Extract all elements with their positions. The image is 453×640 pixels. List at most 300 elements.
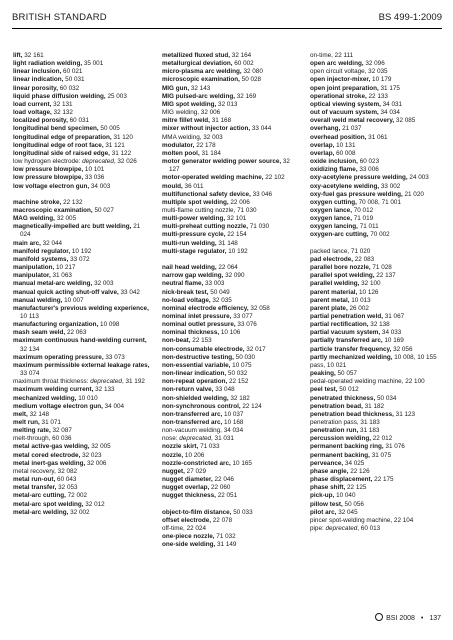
index-term: open circuit voltage,	[310, 68, 367, 76]
index-reference: 10 165	[230, 459, 252, 467]
index-entry	[162, 109, 300, 117]
index-term: maximum throat thickness:	[13, 378, 91, 386]
index-entry	[310, 85, 446, 93]
index-term: penetration bead thickness,	[310, 410, 394, 418]
index-term: metal-arc welding,	[13, 508, 69, 516]
index-entry	[162, 60, 300, 68]
index-reference: 50 056	[342, 500, 364, 508]
index-reference: 72 002	[65, 492, 88, 500]
index-entry	[13, 215, 151, 223]
index-entry	[162, 395, 300, 403]
index-entry	[310, 166, 446, 174]
index-term: non-return valve,	[162, 386, 214, 394]
index-term: non-transferred arc,	[162, 419, 223, 427]
index-reference: 71 019	[351, 215, 374, 223]
index-reference: 22 083	[353, 255, 375, 263]
index-reference: 50 049	[208, 288, 230, 296]
index-term: object-to-film distance,	[162, 508, 232, 516]
index-entry	[310, 468, 446, 476]
index-entry	[162, 354, 300, 362]
index-term: parent plate,	[310, 304, 348, 312]
index-reference: 31 182	[362, 402, 385, 410]
index-entry	[13, 337, 151, 353]
index-entry	[162, 134, 300, 142]
index-term: micro-plasma arc welding,	[162, 68, 242, 76]
index-entry	[13, 207, 151, 215]
index-reference: 33 036	[83, 174, 105, 182]
index-term: melting rate,	[13, 427, 51, 435]
index-reference: 33 073	[103, 353, 125, 361]
index-entry	[310, 411, 446, 419]
index-reference: 22 152	[227, 378, 249, 386]
index-reference: 22 051	[215, 492, 238, 500]
index-reference: 10 040	[334, 492, 356, 500]
index-entry	[162, 297, 300, 305]
index-entry	[162, 313, 300, 321]
index-term: localized porosity,	[13, 117, 68, 125]
index-reference: 70 002	[368, 231, 390, 239]
index-reference: 31 175	[378, 84, 400, 92]
index-entry	[310, 346, 446, 354]
index-reference: 60 002	[232, 60, 254, 68]
index-term: optical viewing system,	[310, 100, 381, 108]
index-entry	[162, 460, 300, 468]
index-reference: 10 007	[62, 296, 84, 304]
index-entry	[310, 362, 446, 370]
index-entry	[310, 109, 446, 117]
index-reference: 33 048	[213, 386, 235, 394]
index-reference: 22 178	[194, 141, 216, 149]
index-note: deprecated	[90, 378, 122, 386]
index-term: linear inclusion,	[13, 68, 62, 76]
standard-number: BS 499-1:2009	[378, 12, 442, 23]
index-entry	[13, 150, 151, 158]
index-reference: 36 011	[182, 182, 204, 190]
index-term: overlap,	[310, 149, 335, 157]
index-reference: 10 098	[98, 321, 120, 329]
index-term: phase displacement,	[310, 476, 373, 484]
index-reference: 26 002	[347, 304, 369, 312]
index-entry	[310, 264, 446, 272]
index-term: no-load voltage,	[162, 296, 211, 304]
index-entry	[310, 248, 446, 256]
index-term: nominal outlet pressure,	[162, 321, 236, 329]
index-term: longitudinal bend specimen,	[13, 125, 99, 133]
index-reference: 33 044	[250, 125, 272, 133]
index-term: oxygen lancing,	[310, 223, 358, 231]
index-term: oxygen lance,	[310, 206, 352, 214]
index-term: MAG welding,	[13, 215, 55, 223]
index-reference: 60 021	[61, 68, 83, 76]
index-term: maximum operating pressure,	[13, 353, 104, 361]
index-entry	[13, 248, 151, 256]
index-reference: 32 023	[80, 451, 102, 459]
index-reference: 10 075	[230, 361, 252, 369]
index-entry	[310, 452, 446, 460]
index-reference: 50 057	[335, 370, 357, 378]
index-reference: 31 184	[199, 149, 221, 157]
index-term: operational stroke,	[310, 92, 367, 100]
index-term: permanent backing,	[310, 451, 370, 459]
index-reference: 60 036	[50, 435, 72, 443]
index-term: partially transferred arc,	[310, 337, 383, 345]
index-term: macroscopic examination,	[13, 206, 93, 214]
index-reference: 71 028	[370, 264, 392, 272]
index-entry	[310, 223, 446, 231]
index-reference: 32 005	[89, 443, 111, 451]
index-term: metal inert-gas welding,	[13, 459, 86, 467]
index-reference: 60 032	[58, 84, 80, 92]
index-entry	[310, 76, 446, 84]
index-term: non-essential variable,	[162, 361, 231, 369]
index-term: mechanized welding,	[13, 394, 77, 402]
index-reference: 10 206	[183, 451, 205, 459]
index-term: multi-stage regulator,	[162, 247, 227, 255]
index-term: parent metal,	[310, 296, 350, 304]
index-entry	[162, 280, 300, 288]
index-reference: , 31 192	[121, 378, 145, 386]
index-reference: 60 043	[55, 476, 77, 484]
index-reference: 35 001	[82, 60, 104, 68]
index-entry	[162, 321, 300, 329]
index-entry	[162, 264, 300, 272]
index-term: nominal thickness,	[162, 329, 220, 337]
index-reference: 31 148	[216, 239, 238, 247]
index-term: peaking,	[310, 370, 336, 378]
index-term: metal-arc cutting,	[13, 492, 66, 500]
index-term: nugget,	[162, 467, 185, 475]
index-term: longitudinal edge of root face,	[13, 141, 104, 149]
index-note: deprecated	[82, 158, 114, 166]
index-reference: 32 002	[68, 508, 90, 516]
index-entry	[162, 101, 300, 109]
index-entry	[162, 117, 300, 125]
index-reference: 32 006	[199, 109, 221, 117]
index-entry	[13, 354, 151, 362]
index-term: out of vacuum system,	[310, 109, 379, 117]
index-reference: 21 037	[340, 125, 362, 133]
index-entry	[13, 52, 151, 60]
index-reference: , 31 031	[211, 435, 234, 443]
index-term: longitudinal edge of preparation,	[13, 133, 112, 141]
index-term: metal cored electrode,	[13, 451, 81, 459]
index-term: offset electrode,	[162, 516, 211, 524]
index-reference: 31 076	[383, 443, 405, 451]
index-entry	[310, 435, 446, 443]
index-term: off-time,	[162, 525, 185, 533]
index-note: deprecated	[325, 525, 358, 533]
index-reference: 24 003	[407, 174, 429, 182]
index-term: metal-arc spot welding,	[13, 500, 84, 508]
index-entry	[13, 183, 151, 191]
index-entry	[13, 362, 151, 378]
index-term: open arc welding,	[310, 60, 364, 68]
index-term: particle transfer frequency,	[310, 345, 392, 353]
index-term: penetration bead,	[310, 402, 363, 410]
index-term: MMA welding,	[162, 133, 202, 141]
index-reference: 70 012	[351, 206, 374, 214]
index-entry	[162, 93, 300, 101]
index-term: multi-power welding,	[162, 215, 226, 223]
index-entry	[13, 329, 151, 337]
index-entry	[162, 452, 300, 460]
index-entry	[13, 305, 151, 321]
index-entry	[13, 435, 151, 443]
index-entry	[310, 215, 446, 223]
index-term: pincer spot-welding machine, 22 104	[310, 516, 414, 524]
index-term: pilot arc,	[310, 508, 337, 516]
index-term: main arc,	[13, 239, 41, 247]
index-term: multi-preheat cutting nozzle,	[162, 223, 248, 231]
index-reference: 22 124	[240, 402, 262, 410]
index-term: manipulation,	[13, 264, 55, 272]
index-reference: 34 003	[89, 182, 111, 190]
index-term: parallel spot welding,	[310, 272, 375, 280]
page-footer	[375, 612, 441, 622]
index-entry	[162, 378, 300, 386]
index-term: pedal-operated welding machine, 22 100	[310, 378, 425, 386]
index-reference: 10 192	[226, 247, 248, 255]
index-term: mitre fillet weld,	[162, 117, 210, 125]
index-term: open injector-mixer,	[310, 76, 371, 84]
index-entry	[310, 256, 446, 264]
index-entry	[310, 134, 446, 142]
index-reference: 22 132	[61, 198, 83, 206]
index-entry	[162, 150, 300, 158]
index-reference: 32 138	[368, 321, 390, 329]
index-term: parallel bore nozzle,	[310, 264, 371, 272]
index-reference: 32 134	[20, 345, 40, 353]
index-entry	[162, 191, 300, 199]
index-entry	[13, 386, 151, 394]
index-term: low pressure blowpipe,	[13, 166, 84, 174]
index-entry	[162, 305, 300, 313]
index-term: oxy-fuel gas pressure welding,	[310, 190, 403, 198]
index-term: mash seam weld,	[13, 329, 66, 337]
index-term: MIG spot welding,	[162, 100, 217, 108]
index-term: manual metal-arc welding,	[13, 280, 93, 288]
index-entry	[310, 280, 446, 288]
index-entry	[13, 419, 151, 427]
index-term: non-beat,	[162, 337, 191, 345]
index-term: medium voltage electron gun,	[13, 402, 103, 410]
index-entry	[162, 231, 300, 239]
index-entry	[162, 435, 300, 443]
index-entry	[162, 329, 300, 337]
index-entry	[310, 150, 446, 158]
index-reference: 32 056	[391, 345, 413, 353]
index-reference: 70 008, 71 001	[356, 198, 401, 206]
index-reference: 60 023	[357, 158, 380, 166]
index-reference: 22 126	[348, 467, 370, 475]
index-reference: 32 143	[189, 84, 211, 92]
index-entry	[13, 85, 151, 93]
index-reference: 34 025	[343, 459, 365, 467]
index-column-1	[13, 52, 151, 517]
index-term: non-shielded welding,	[162, 394, 229, 402]
index-entry	[13, 125, 151, 133]
index-term: light radiation welding,	[13, 60, 83, 68]
index-entry	[162, 468, 300, 476]
index-entry	[310, 305, 446, 313]
index-entry	[162, 68, 300, 76]
index-term: linear indication,	[13, 76, 64, 84]
index-reference: 71 030	[248, 223, 270, 231]
index-entry	[13, 134, 151, 142]
index-entry	[13, 452, 151, 460]
index-reference: 32 003	[92, 280, 114, 288]
index-reference: 32 085	[394, 117, 416, 125]
index-term: percussion welding,	[310, 435, 371, 443]
index-entry	[13, 403, 151, 411]
index-term: permanent backing ring,	[310, 443, 384, 451]
index-entry	[13, 492, 151, 500]
index-reference: 22 175	[372, 476, 394, 484]
index-term: non-transferred arc,	[162, 410, 223, 418]
index-entry	[13, 280, 151, 288]
index-term: on-time,	[310, 52, 333, 59]
index-term: nominal inlet pressure,	[162, 312, 232, 320]
index-spacer	[13, 191, 151, 199]
index-reference: 32 101	[225, 215, 247, 223]
index-entry	[13, 264, 151, 272]
index-term: phase angle,	[310, 467, 349, 475]
standard-name: BRITISH STANDARD	[12, 12, 107, 23]
index-reference: 10 021	[325, 361, 347, 369]
index-reference: 71 033	[198, 443, 220, 451]
index-term: manifold regulator,	[13, 247, 71, 255]
index-reference: 22 012	[370, 435, 393, 443]
index-reference: 32 044	[40, 239, 63, 247]
index-term: overall weld metal recovery,	[310, 117, 395, 125]
index-term: molten pool,	[162, 149, 200, 157]
index-reference: 71 020	[349, 247, 371, 255]
index-entry	[13, 460, 151, 468]
index-entry	[162, 484, 300, 492]
index-entry	[310, 297, 446, 305]
index-term: microscopic examination,	[162, 76, 240, 84]
index-entry	[310, 427, 446, 435]
index-term: nose:	[162, 435, 180, 443]
index-entry	[162, 85, 300, 93]
index-entry	[162, 533, 300, 541]
index-reference: 34 004	[102, 402, 125, 410]
index-term: oxide inclusion,	[310, 158, 358, 166]
copyright-icon	[375, 613, 383, 621]
index-entry	[310, 289, 446, 297]
index-term: non-vacuum welding,	[162, 427, 222, 435]
index-reference: 22 154	[225, 231, 247, 239]
index-entry	[310, 525, 446, 533]
index-entry	[13, 199, 151, 207]
index-reference: , 60 013	[357, 525, 381, 533]
index-entry	[162, 174, 300, 182]
index-term: magnetically-impelled arc butt welding,	[13, 223, 132, 231]
index-entry	[310, 68, 446, 76]
index-reference: 50 032	[226, 370, 248, 378]
index-term: low pressure blowpipe,	[13, 174, 84, 182]
index-reference: 25 003	[105, 92, 127, 100]
index-reference: 32 082	[55, 467, 78, 475]
index-entry	[162, 403, 300, 411]
index-entry	[162, 386, 300, 394]
index-entry	[13, 501, 151, 509]
index-reference: 31 123	[393, 410, 416, 418]
index-term: oxygen lance,	[310, 215, 352, 223]
index-entry	[13, 93, 151, 101]
index-term: melt-through,	[13, 435, 51, 443]
index-reference: 32 035	[210, 296, 232, 304]
index-reference: 33 046	[250, 190, 273, 198]
index-term: non-destructive testing,	[162, 353, 234, 361]
index-reference: 33 072	[68, 255, 90, 263]
index-term: parent material,	[310, 288, 358, 296]
index-reference: 32 164	[230, 52, 252, 59]
index-entry	[310, 419, 446, 427]
index-reference: 31 183	[358, 427, 380, 435]
index-entry	[310, 337, 446, 345]
index-reference: 32 161	[22, 52, 44, 59]
index-term: perveance,	[310, 459, 344, 467]
index-term: packed lance,	[310, 247, 350, 255]
index-reference: 33 074	[20, 370, 40, 378]
index-term: nick-break test,	[162, 288, 209, 296]
index-entry	[13, 321, 151, 329]
index-entry	[162, 142, 300, 150]
index-term: one-piece nozzle,	[162, 533, 215, 541]
index-entry	[162, 370, 300, 378]
index-term: manifold systems,	[13, 255, 69, 263]
index-entry	[13, 174, 151, 182]
index-term: low hydrogen electrode:	[13, 158, 83, 166]
index-term: nominal electrode efficiency,	[162, 304, 249, 312]
index-term: lift,	[13, 52, 23, 59]
index-reference: 32 090	[223, 272, 245, 280]
index-reference: 22 111	[332, 52, 354, 59]
index-entry	[310, 142, 446, 150]
index-entry	[13, 68, 151, 76]
index-term: non-linear indication,	[162, 370, 227, 378]
index-term: overhead position,	[310, 133, 367, 141]
index-term: metal recovery,	[13, 467, 56, 475]
index-term: multifunctional safety device,	[162, 190, 251, 198]
index-term: modulator,	[162, 141, 195, 149]
index-entry	[13, 158, 151, 166]
index-reference: 50 027	[92, 206, 114, 214]
index-reference: 10 106	[219, 329, 241, 337]
index-reference: 32 003	[201, 133, 223, 141]
index-reference: 32 133	[93, 386, 115, 394]
index-term: penetrated thickness,	[310, 394, 376, 402]
index-term: metal run-out,	[13, 476, 56, 484]
index-reference: 50 031	[63, 76, 85, 84]
index-term: machine stroke,	[13, 198, 62, 206]
index-reference: 32 013	[216, 100, 238, 108]
index-entry	[13, 443, 151, 451]
index-reference: 60 008	[334, 149, 356, 157]
index-reference: 10 013	[349, 296, 371, 304]
index-reference: 21 024	[20, 223, 141, 239]
index-reference: 22 060	[209, 484, 231, 492]
index-term: pick-up,	[310, 492, 335, 500]
index-term: non-synchronous control,	[162, 402, 241, 410]
index-entry	[162, 411, 300, 419]
index-reference: 60 031	[67, 117, 90, 125]
index-column-3	[310, 52, 446, 533]
index-reference: 31 067	[382, 312, 405, 320]
index-reference: 71 032	[214, 533, 236, 541]
index-term: nugget overlap,	[162, 484, 210, 492]
